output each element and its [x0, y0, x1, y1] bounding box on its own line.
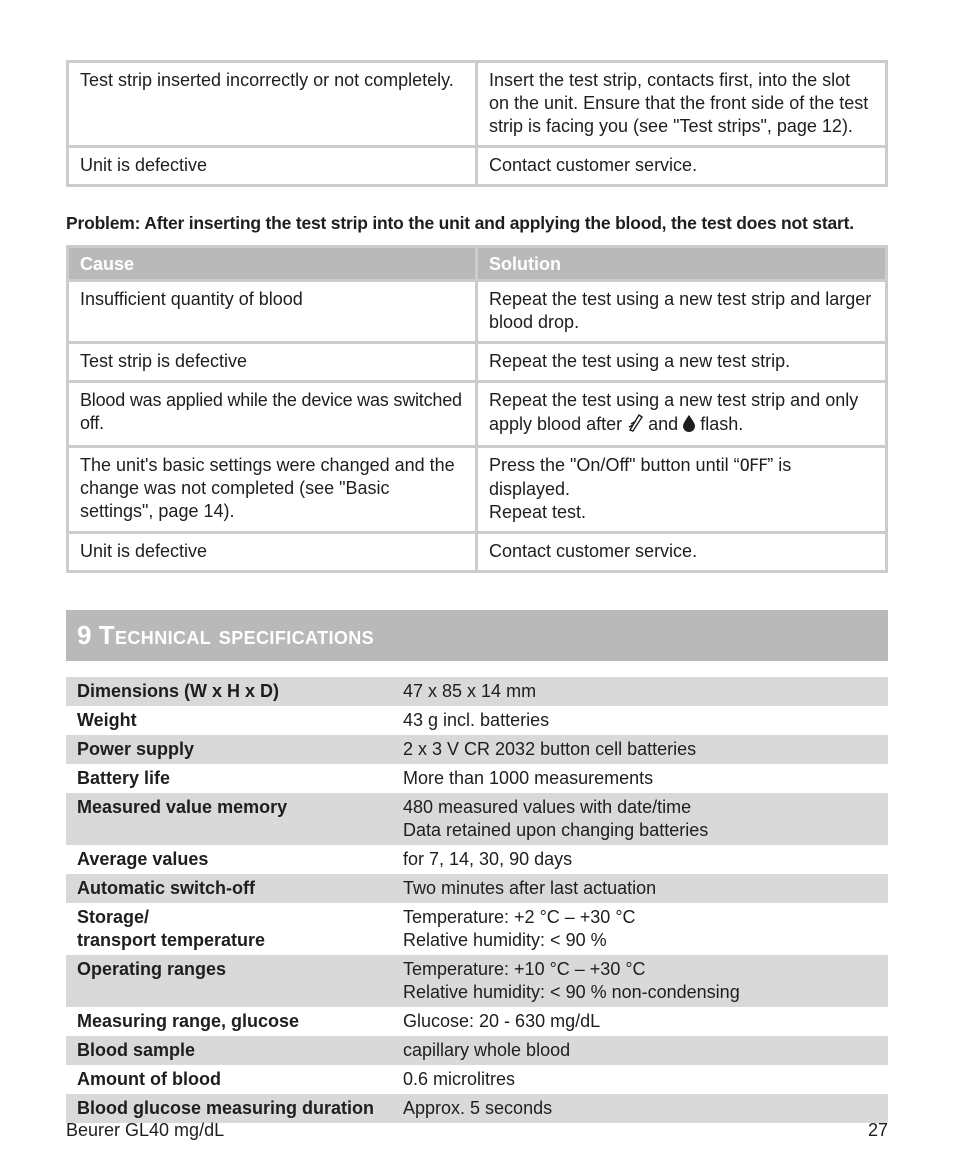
- footer-product: Beurer GL40 mg/dL: [66, 1120, 225, 1140]
- solution-cell: Repeat the test using a new test strip and larger blood drop.: [477, 281, 887, 343]
- specifications-table: [66, 677, 888, 1123]
- spec-label: Dimensions (W x H x D): [77, 681, 280, 701]
- cause-cell: Blood was applied while the device was switched off.: [68, 382, 477, 447]
- test-strip-icon: [627, 412, 643, 438]
- table-row: [68, 533, 887, 572]
- spec-value: [403, 709, 888, 732]
- table-row: [68, 343, 887, 382]
- spec-row: [66, 955, 888, 1007]
- spec-value: [403, 1039, 888, 1062]
- spec-row: [66, 1094, 888, 1123]
- spec-value: [403, 767, 888, 790]
- section-heading: [66, 610, 888, 661]
- spec-value: [403, 680, 888, 703]
- spec-value: [403, 906, 888, 952]
- spec-value: [403, 848, 888, 871]
- spec-value-line: Two minutes after last actuation: [403, 878, 657, 898]
- spec-row: [66, 735, 888, 764]
- cause-cell: Insufficient quantity of blood: [68, 281, 477, 343]
- spec-label: Automatic switch-off: [77, 878, 255, 898]
- spec-label: Operating ranges: [77, 959, 227, 979]
- spec-value: [403, 1097, 888, 1120]
- table-row: [68, 382, 887, 447]
- spec-label-line: Storage/: [77, 907, 150, 927]
- spec-value: [403, 958, 888, 1004]
- section-title: Technical specifications: [98, 620, 375, 650]
- cause-cell: The unit's basic settings were changed and the change was not completed (see "Basic settings", page 14).: [68, 447, 477, 533]
- troubleshooting-table: [66, 245, 888, 573]
- spec-label: Weight: [77, 710, 137, 730]
- spec-value-line: Temperature: +2 °C – +30 °C: [403, 907, 636, 927]
- spec-label-line: transport temperature: [77, 930, 266, 950]
- spec-label: Blood sample: [77, 1040, 196, 1060]
- spec-row: [66, 677, 888, 706]
- spec-label: Battery life: [77, 768, 171, 788]
- spec-label: Measuring range, glucose: [77, 1011, 300, 1031]
- spec-value: [403, 877, 888, 900]
- solution-cell: [477, 382, 887, 447]
- table-row: [68, 281, 887, 343]
- spec-label: Measured value memory: [77, 797, 288, 817]
- solution-cell: Contact customer service.: [477, 533, 887, 572]
- cause-cell: Test strip is defective: [68, 343, 477, 382]
- spec-value-line: 2 x 3 V CR 2032 button cell batteries: [403, 739, 697, 759]
- cause-cell: Unit is defective: [68, 147, 477, 186]
- troubleshooting-table-continued: [66, 60, 888, 187]
- spec-value-line: 47 x 85 x 14 mm: [403, 681, 537, 701]
- table-row: [68, 62, 887, 147]
- table-row: [68, 147, 887, 186]
- solution-cell: Contact customer service.: [477, 147, 887, 186]
- table-header-row: [68, 247, 887, 281]
- spec-row: [66, 706, 888, 735]
- spec-label: Average values: [77, 849, 209, 869]
- spec-value-line: 0.6 microlitres: [403, 1069, 516, 1089]
- spec-value-line: 43 g incl. batteries: [403, 710, 550, 730]
- spec-row: [66, 903, 888, 955]
- solution-text: ” is displayed.: [489, 455, 792, 499]
- solution-cell: [477, 447, 887, 533]
- cause-cell: Unit is defective: [68, 533, 477, 572]
- spec-row: [66, 845, 888, 874]
- spec-label: [66, 906, 403, 952]
- spec-row: [66, 874, 888, 903]
- spec-value-line: Glucose: 20 - 630 mg/dL: [403, 1011, 601, 1031]
- spec-label: Blood glucose measuring duration: [77, 1098, 375, 1118]
- cause-header: Cause: [68, 247, 477, 281]
- spec-value-line: capillary whole blood: [403, 1040, 571, 1060]
- solution-text: flash.: [700, 414, 744, 434]
- spec-label: Amount of blood: [77, 1069, 221, 1089]
- spec-row: [66, 1065, 888, 1094]
- solution-cell: Repeat the test using a new test strip.: [477, 343, 887, 382]
- solution-header: Solution: [477, 247, 887, 281]
- spec-value-line: Relative humidity: < 90 % non-condensing: [403, 982, 740, 1002]
- cause-cell: Test strip inserted incorrectly or not completely.: [68, 62, 477, 147]
- solution-text: Repeat test.: [489, 502, 587, 522]
- spec-value: [403, 796, 888, 842]
- spec-value-line: 480 measured values with date/time: [403, 797, 692, 817]
- spec-value-line: Data retained upon changing batteries: [403, 820, 709, 840]
- spec-value-line: Relative humidity: < 90 %: [403, 930, 607, 950]
- spec-row: [66, 793, 888, 845]
- spec-value: [403, 738, 888, 761]
- display-off-text: OFF: [739, 456, 768, 476]
- footer-page-number: 27: [867, 1120, 888, 1140]
- spec-value-line: Temperature: +10 °C – +30 °C: [403, 959, 646, 979]
- spec-value: [403, 1068, 888, 1091]
- manual-page: [66, 60, 888, 1123]
- solution-text: Repeat the test using a new test strip and only apply blood after: [489, 390, 859, 434]
- spec-row: [66, 764, 888, 793]
- spec-value-line: for 7, 14, 30, 90 days: [403, 849, 573, 869]
- solution-cell: Insert the test strip, contacts first, into the slot on the unit. Ensure that the front side of the test strip is facing you (see "Test strips", page 12).: [477, 62, 887, 147]
- section-number: 9: [77, 620, 92, 650]
- spec-value-line: Approx. 5 seconds: [403, 1098, 553, 1118]
- solution-text: Press the "On/Off" button until “: [489, 455, 740, 475]
- spec-value: [403, 1010, 888, 1033]
- spec-row: [66, 1007, 888, 1036]
- blood-drop-icon: [683, 415, 695, 438]
- solution-text: and: [648, 414, 679, 434]
- spec-value-line: More than 1000 measurements: [403, 768, 654, 788]
- spec-label: Power supply: [77, 739, 195, 759]
- problem-heading: Problem: After inserting the test strip into the unit and applying the blood, the test does not start.: [66, 213, 854, 233]
- table-row: [68, 447, 887, 533]
- spec-row: [66, 1036, 888, 1065]
